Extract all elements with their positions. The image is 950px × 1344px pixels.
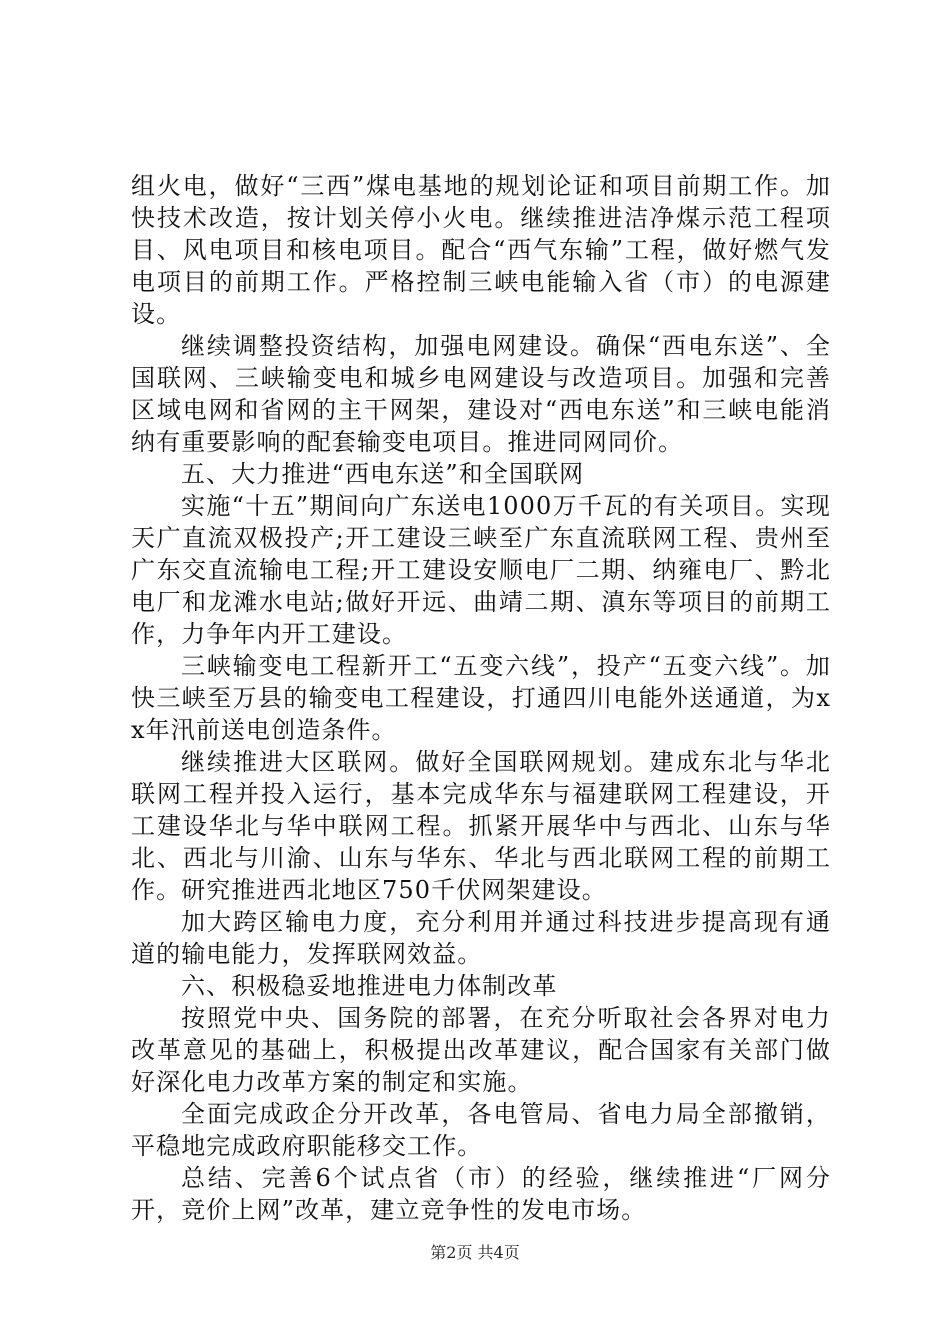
- paragraph: 实施“十五”期间向广东送电1000万千瓦的有关项目。实现天广直流双极投产;开工建设三峡至广东直流联网工程、贵州至广东交直流输电工程;开工建设安顺电厂二期、纳雍电厂、黔北电厂和龙滩水电站;做好开远、曲靖二期、滇东等项目的前期工作，力争年内开工建设。: [131, 492, 831, 648]
- section-heading: 六、积极稳妥地推进电力体制改革: [181, 972, 558, 1000]
- paragraph: 三峡输变电工程新开工“五变六线”，投产“五变六线”。加快三峡至万县的输变电工程建设，打通四川电能外送通道，为xx年汛前送电创造条件。: [131, 652, 831, 744]
- paragraph-continuation: 组火电，做好“三西”煤电基地的规划论证和项目前期工作。加快技术改造，按计划关停小火电。继续推进洁净煤示范工程项目、风电项目和核电项目。配合“西气东输”工程，做好燃气发电项目的前期工作。严格控制三峡电能输入省（市）的电源建设。: [131, 172, 831, 328]
- paragraph: 全面完成政企分开改革，各电管局、省电力局全部撤销，平稳地完成政府职能移交工作。: [131, 1100, 831, 1160]
- paragraph: 继续推进大区联网。做好全国联网规划。建成东北与华北联网工程并投入运行，基本完成华东与福建联网工程建设，开工建设华北与华中联网工程。抓紧开展华中与西北、山东与华北、西北与川渝、山东与华东、华北与西北联网工程的前期工作。研究推进西北地区750千伏网架建设。: [131, 748, 831, 904]
- paragraph: 按照党中央、国务院的部署，在充分听取社会各界对电力改革意见的基础上，积极提出改革建议，配合国家有关部门做好深化电力改革方案的制定和实施。: [131, 1004, 831, 1096]
- paragraph: 加大跨区输电力度，充分利用并通过科技进步提高现有通道的输电能力，发挥联网效益。: [131, 908, 831, 968]
- paragraph: 总结、完善6个试点省（市）的经验，继续推进“厂网分开，竞价上网”改革，建立竞争性的发电市场。: [131, 1164, 831, 1224]
- section-heading: 五、大力推进“西电东送”和全国联网: [181, 460, 585, 488]
- page-number-footer: 第2页 共4页: [430, 1243, 520, 1262]
- paragraph: 继续调整投资结构，加强电网建设。确保“西电东送”、全国联网、三峡输变电和城乡电网建设与改造项目。加强和完善区域电网和省网的主干网架，建设对“西电东送”和三峡电能消纳有重要影响的配套输变电项目。推进同网同价。: [131, 332, 831, 456]
- document-body: [131, 170, 831, 1226]
